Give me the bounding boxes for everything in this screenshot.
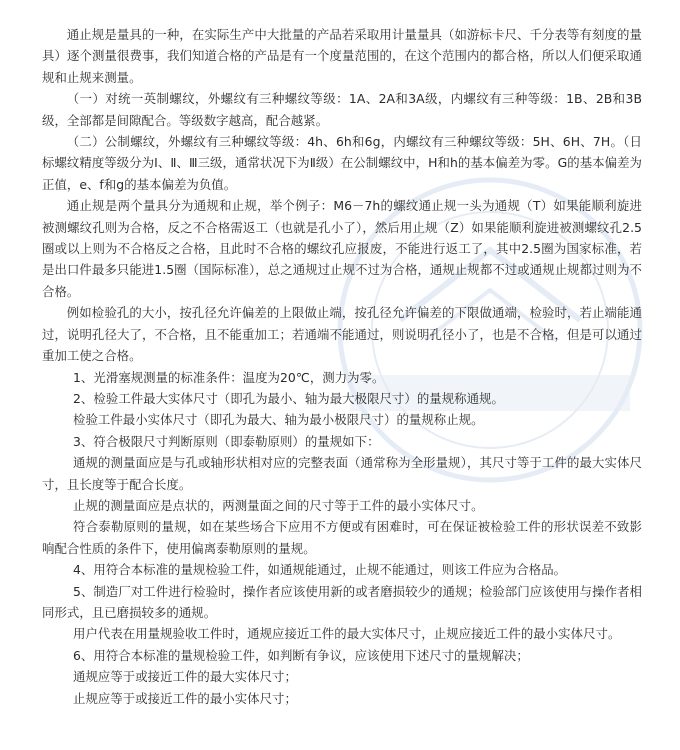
- paragraph-item-5: 5、制造厂对工件进行检验时，操作者应该使用新的或者磨损较少的通规；检验部门应该使用与操作者相同形式，且已磨损较多的通规。: [42, 583, 642, 620]
- paragraph-imperial-thread: （一）对统一英制螺纹，外螺纹有三种螺纹等级：1A、2A和3A级，内螺纹有三种等级：1B、2B和3B级，全部都是间隙配合。等级数字越高，配合越紧。: [42, 91, 642, 128]
- paragraph-hole-inspection: 例如检验孔的大小，按孔径允许偏差的上限做止端，按孔径允许偏差的下限做通端，检验时，若止端能通过，说明孔径大了，不合格，且不能重加工；若通端不能通过，则说明孔径小了，也是不合格，但是可以通过重加工使之合格。: [42, 305, 642, 364]
- paragraph-item-3b: 止规的测量面应是点状的，两测量面之间的尺寸等于工件的最小实体尺寸。: [73, 497, 484, 513]
- paragraph-item-2b: 检验工件最小实体尺寸（即孔为最大、轴为最小极限尺寸）的量规称止规。: [73, 412, 484, 428]
- paragraph-item-6: 6、用符合本标准的量规检验工件，如判断有争议，应该使用下述尺寸的量规解决；: [73, 647, 529, 663]
- paragraph-item-6b: 止规应等于或接近工件的最小实体尺寸；: [73, 690, 297, 706]
- paragraph-metric-thread: （二）公制螺纹，外螺纹有三种螺纹等级：4h、6h和6g，内螺纹有三种螺纹等级：5H、6H、7H。（日标螺纹精度等级分为Ⅰ、Ⅱ、Ⅲ三级，通常状况下为Ⅱ级）在公制螺纹中，H和h的基本偏差为零。G的基本偏差为正值，e、f和g的基本偏差为负值。: [42, 134, 642, 192]
- paragraph-item-1: 1、光滑塞规测量的标准条件：温度为20℃，测力为零。: [73, 369, 385, 385]
- paragraph-item-6a: 通规应等于或接近工件的最大实体尺寸；: [73, 669, 297, 685]
- paragraph-item-3: 3、符合极限尺寸判断原则（即泰勒原则）的量规如下：: [73, 433, 380, 449]
- paragraph-item-3c: 符合泰勒原则的量规，如在某些场合下应用不方便或有困难时，可在保证被检验工件的形状误差不致影响配合性质的条件下，使用偏离泰勒原则的量规。: [42, 519, 642, 556]
- page-top-border: [0, 0, 680, 10]
- paragraph-item-4: 4、用符合本标准的量规检验工件，如通规能通过，止规不能通过，则该工件应为合格品。: [73, 562, 567, 578]
- paragraph-item-2: 2、检验工件最大实体尺寸（即孔为最小、轴为最大极限尺寸）的量规称通规。: [73, 390, 504, 406]
- paragraph-intro: 通止规是量具的一种，在实际生产中大批量的产品若采取用计量量具（如游标卡尺、千分表等有刻度的量具）逐个测量很费事，我们知道合格的产品是有一个度量范围的，在这个范围内的都合格，所以人们便采取通规和止规来测量。: [42, 27, 642, 85]
- paragraph-item-5b: 用户代表在用量规验收工件时，通规应接近工件的最大实体尺寸，止规应接近工件的最小实体尺寸。: [73, 626, 621, 642]
- article-body: [42, 24, 642, 709]
- paragraph-go-nogo-example: 通止规是两个量具分为通规和止规，举个例子：M6－7h的螺纹通止规一头为通规（T）如果能顺利旋进被测螺纹孔则为合格，反之不合格需返工（也就是孔小了），然后用止规（Z）如果能顺利旋进被测螺纹孔2.5圈或以上则为不合格反之合格，且此时不合格的螺纹孔应报废，不能进行返工了，其中2.5圈为国家标准，若是出口件最多只能进1.5圈（国际标准），总之通规过止规不过为合格，通规止规都不过或通规止规都过则为不合格。: [42, 198, 642, 299]
- paragraph-item-3a: 通规的测量面应是与孔或轴形状相对应的完整表面（通常称为全形量规），其尺寸等于工件的最大实体尺寸，且长度等于配合长度。: [42, 455, 642, 492]
